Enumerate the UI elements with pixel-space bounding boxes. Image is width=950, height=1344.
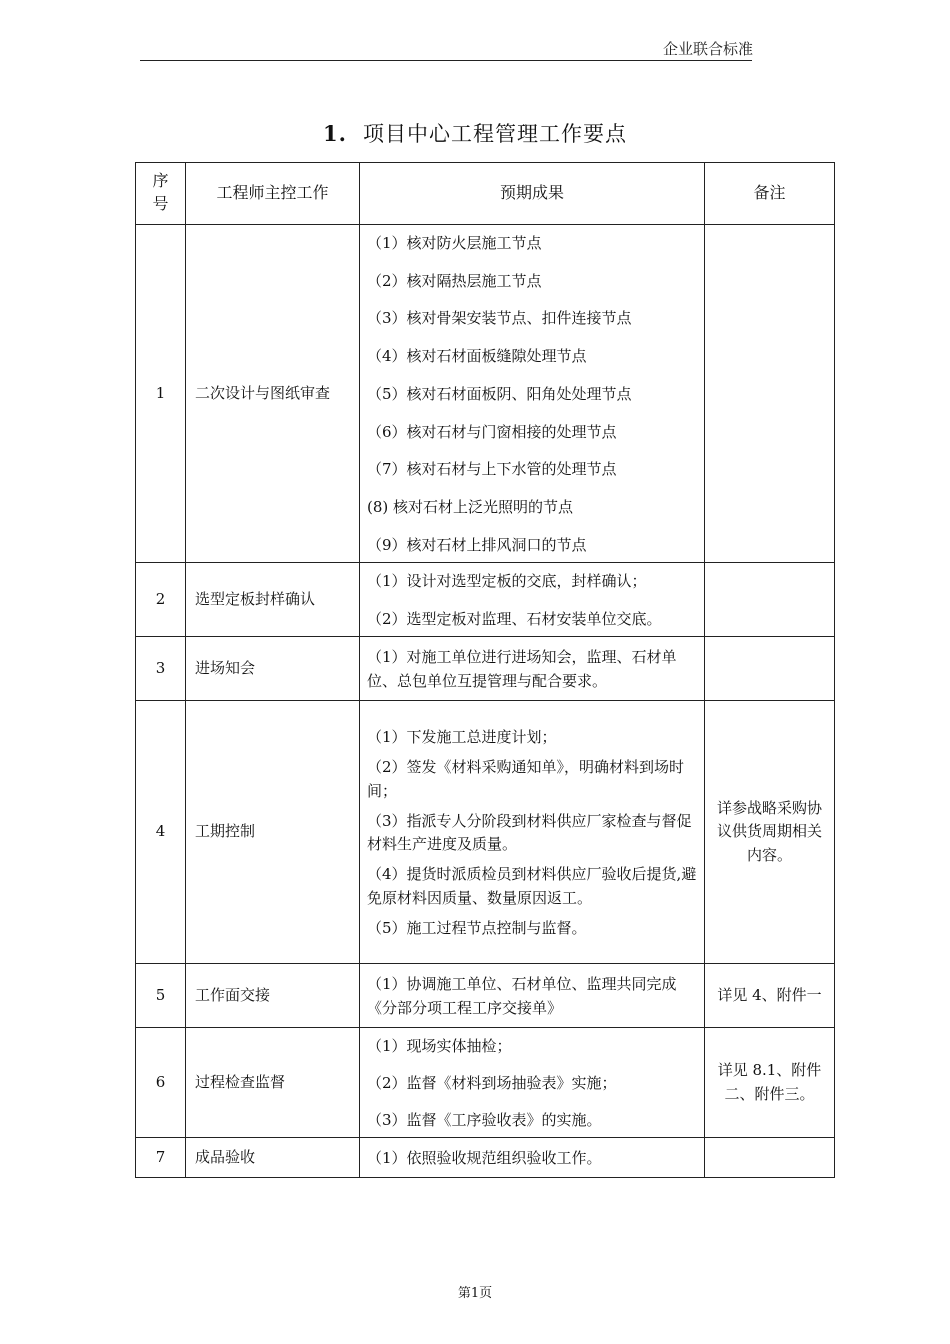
col-header-task: 工程师主控工作 xyxy=(186,163,360,225)
row-task: 进场知会 xyxy=(186,637,360,701)
result-item: （3）指派专人分阶段到材料供应厂家检查与督促材料生产进度及质量。 xyxy=(367,811,692,853)
result-item: （1）现场实体抽检； xyxy=(367,1036,512,1055)
table-header-row xyxy=(136,163,835,225)
row-seq: 3 xyxy=(136,637,186,701)
row-seq: 6 xyxy=(136,1028,186,1138)
result-item: （5）核对石材面板阴、阳角处处理节点 xyxy=(367,384,632,403)
table-row xyxy=(136,1028,835,1138)
result-item: （2）核对隔热层施工节点 xyxy=(367,271,542,290)
row-task: 过程检查监督 xyxy=(186,1028,360,1138)
col-header-result: 预期成果 xyxy=(360,163,705,225)
header-org-label: 企业联合标准 xyxy=(662,40,753,58)
row-result xyxy=(360,563,705,637)
row-result xyxy=(360,701,705,964)
row-result xyxy=(360,1028,705,1138)
table-row xyxy=(136,563,835,637)
row-seq: 7 xyxy=(136,1138,186,1178)
table-row xyxy=(136,225,835,563)
table-row xyxy=(136,701,835,964)
result-item: （5）施工过程节点控制与监督。 xyxy=(367,918,587,937)
row-result xyxy=(360,964,705,1028)
result-item: （2）监督《材料到场抽验表》实施； xyxy=(367,1073,617,1092)
row-note: 详见 4、附件一 xyxy=(705,964,835,1028)
row-seq: 1 xyxy=(136,225,186,563)
row-note xyxy=(705,1138,835,1178)
work-points-table xyxy=(135,162,835,1178)
row-seq: 5 xyxy=(136,964,186,1028)
result-item: （1）协调施工单位、石材单位、监理共同完成《分部分项工程工序交接单》 xyxy=(367,975,677,1017)
section-number: 1. xyxy=(323,121,347,146)
row-note xyxy=(705,225,835,563)
row-task: 二次设计与图纸审查 xyxy=(186,225,360,563)
row-note xyxy=(705,637,835,701)
section-title-text: 项目中心工程管理工作要点 xyxy=(362,122,627,146)
table-row xyxy=(136,637,835,701)
row-task: 工期控制 xyxy=(186,701,360,964)
result-item: （2）签发《材料采购通知单》，明确材料到场时间； xyxy=(367,758,685,800)
col-header-note: 备注 xyxy=(705,163,835,225)
page-number: 第1页 xyxy=(457,1286,493,1301)
row-note: 详参战略采购协议供货周期相关内容。 xyxy=(705,701,835,964)
row-note xyxy=(705,563,835,637)
header-rule xyxy=(140,60,752,61)
result-item: （1）依照验收规范组织验收工作。 xyxy=(367,1148,602,1167)
result-item: （1）下发施工总进度计划； xyxy=(367,728,557,746)
row-note: 详见 8.1、附件二、附件三。 xyxy=(705,1028,835,1138)
table-row xyxy=(136,964,835,1028)
result-item: （9）核对石材上排风洞口的节点 xyxy=(367,535,587,554)
row-seq: 4 xyxy=(136,701,186,964)
result-item: （3）监督《工序验收表》的实施。 xyxy=(367,1111,602,1130)
row-result xyxy=(360,1138,705,1178)
result-item: （1）核对防火层施工节点 xyxy=(367,233,542,252)
result-item: （4）提货时派质检员到材料供应厂验收后提货,避免原材料因质量、数量原因返工。 xyxy=(367,865,697,907)
result-item: （2）选型定板对监理、石材安装单位交底。 xyxy=(367,609,662,628)
result-item: (8) 核对石材上泛光照明的节点 xyxy=(367,498,574,517)
row-result xyxy=(360,637,705,701)
result-item: （1）对施工单位进行进场知会，监理、石材单位、总包单位互提管理与配合要求。 xyxy=(367,648,677,690)
result-item: （7）核对石材与上下水管的处理节点 xyxy=(367,460,617,479)
section-title xyxy=(0,118,950,148)
result-item: （3）核对骨架安装节点、扣件连接节点 xyxy=(367,309,632,328)
result-item: （1）设计对选型定板的交底，封样确认； xyxy=(367,572,647,591)
row-task: 成品验收 xyxy=(186,1138,360,1178)
result-item: （4）核对石材面板缝隙处理节点 xyxy=(367,347,587,366)
result-item: （6）核对石材与门窗相接的处理节点 xyxy=(367,422,617,441)
col-header-seq: 序号 xyxy=(136,163,186,225)
row-task: 工作面交接 xyxy=(186,964,360,1028)
row-seq: 2 xyxy=(136,563,186,637)
row-result xyxy=(360,225,705,563)
row-task: 选型定板封样确认 xyxy=(186,563,360,637)
table-row xyxy=(136,1138,835,1178)
